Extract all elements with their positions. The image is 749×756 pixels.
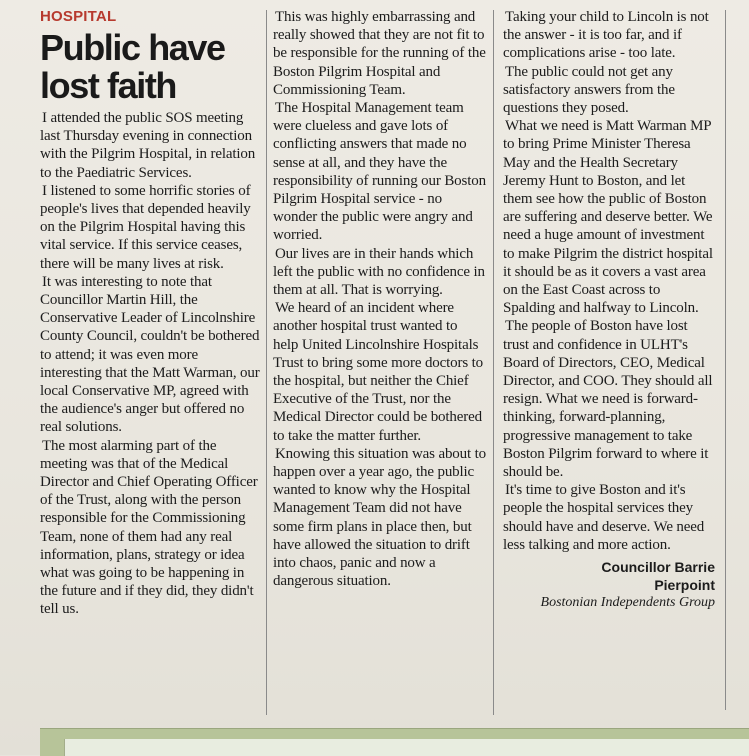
paragraph: Our lives are in their hands which left the public with no confidence in them at all. That is worrying.: [273, 245, 485, 299]
adjacent-article-panel: [64, 739, 749, 756]
paragraph: What we need is Matt Warman MP to bring Prime Minister Theresa May and the Health Secretary Jeremy Hunt to Boston, and let them see how the public of Boston are suffering and deserve better. We need a huge amount of investment to make Pilgrim the district hospital it should be as it covers a vast area on the East Coast across to Spalding and halfway to Lincoln.: [503, 118, 713, 317]
column-1-body: [40, 109, 262, 619]
article-headline: Public have lost faith: [40, 27, 225, 106]
paragraph: Knowing this situation was about to happen over a year ago, the public wanted to know why the Hospital Management Team did not have some firm plans in place then, but have allowed the situation to drift into chaos, panic and now a dangerous situation.: [273, 445, 486, 590]
signature-block: [503, 558, 715, 612]
paragraph: I listened to some horrific stories of people's lives that depended heavily on the Pilgrim Hospital having this vital service. If this service ceases, there will be many lives at risk.: [40, 182, 251, 272]
column-rule-3: [725, 10, 726, 710]
article-column-2: [273, 8, 486, 591]
column-2-body: [273, 8, 486, 591]
adjacent-article-edge: [40, 728, 749, 756]
paragraph: It's time to give Boston and it's people the hospital services they should have and deserve. We need less talking and more action.: [503, 482, 705, 553]
column-3-body: [503, 8, 715, 554]
column-rule-2: [493, 10, 494, 715]
signature-group: Bostonian Independents Group: [540, 595, 715, 611]
paragraph: We heard of an incident where another hospital trust wanted to help United Lincolnshire Hospitals Trust to bring some more doctors to the hospital, but neither the Chief Executive of the Trust, nor the Medical Director could be bothered to take the matter further.: [273, 300, 484, 444]
signature-name-line-1: Councillor Barrie: [601, 559, 715, 576]
paragraph: The Hospital Management team were clueless and gave lots of conflicting answers that made no sense at all, and they have the responsibility of running our Boston Pilgrim Hospital service - no wonder the public were angry and worried.: [273, 100, 486, 244]
signature-name-line-2: Pierpoint: [654, 577, 715, 594]
paragraph: I attended the public SOS meeting last Thursday evening in connection with the Pilgrim Hospital, in relation to the Paediatric Services.: [40, 110, 256, 181]
column-rule-1: [266, 10, 267, 715]
paragraph: The public could not get any satisfactory answers from the questions they posed.: [503, 63, 675, 117]
section-kicker: HOSPITAL: [40, 8, 117, 25]
article-column-3: [503, 8, 715, 612]
article-column-1: [40, 8, 262, 619]
paragraph: Taking your child to Lincoln is not the answer - it is too far, and if complications arise - too late.: [503, 9, 709, 62]
paragraph: The people of Boston have lost trust and confidence in ULHT's Board of Directors, CEO, Medical Director, and COO. They should all resign. What we need is forward-thinking, forward-planning, progressive management to take Boston Pilgrim forward to where it should be.: [503, 318, 713, 481]
paragraph: The most alarming part of the meeting was that of the Medical Director and Chief Operating Officer of the Trust, along with the person responsible for the Commissioning Team, none of them had any real information, plans, strategy or idea what was going to be happening in the future and if they did, they didn't tell us.: [40, 437, 258, 618]
paragraph: It was interesting to note that Councillor Martin Hill, the Conservative Leader of Lincolnshire County Council, couldn't be bothered to attend; it was even more interesting that the Matt Warman, our local Conservative MP, agreed with the audience's anger but offered no real solutions.: [40, 273, 260, 436]
paragraph: This was highly embarrassing and really showed that they are not fit to be responsible for the running of the Boston Pilgrim Hospital and Commissioning Team.: [273, 9, 486, 98]
